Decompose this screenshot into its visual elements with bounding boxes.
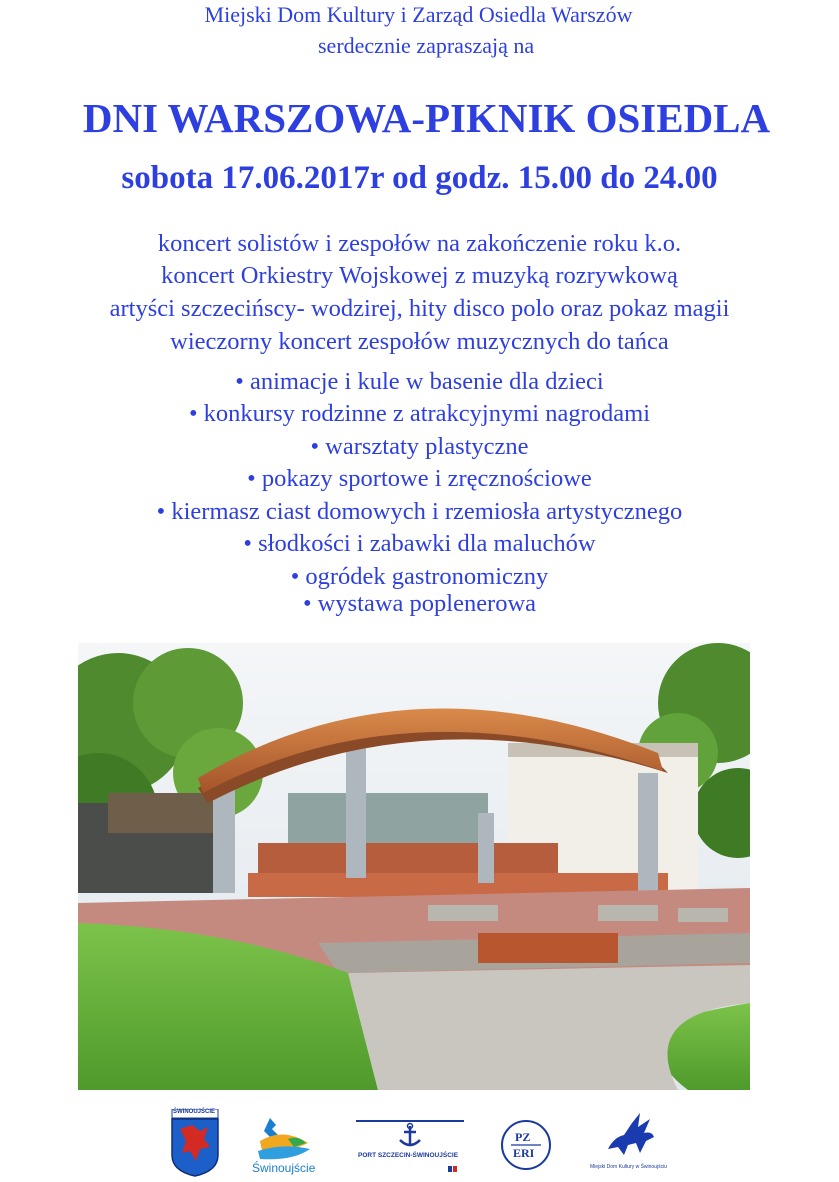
crest-label: ŚWINOUJŚCIE xyxy=(173,1109,216,1115)
flag-blue-mark xyxy=(448,1166,452,1172)
attraction-item: • animacje i kule w basenie dla dzieci xyxy=(235,368,604,395)
city-logo-text: Świnoujście xyxy=(252,1161,316,1175)
attraction-item: • warsztaty plastyczne xyxy=(310,433,529,460)
pzeri-top-text: PZ xyxy=(515,1130,531,1144)
event-title: DNI WARSZOWA-PIKNIK OSIEDLA xyxy=(82,95,771,141)
attraction-item: • ogródek gastronomiczny xyxy=(290,563,549,590)
attraction-item: • pokazy sportowe i zręcznościowe xyxy=(247,465,592,492)
program-item: wieczorny koncert zespołów muzycznych do tańca xyxy=(170,328,669,355)
port-logo xyxy=(356,1120,464,1176)
flag-red-mark xyxy=(453,1166,457,1172)
attraction-item: • konkursy rodzinne z atrakcyjnymi nagrodami xyxy=(188,400,650,427)
port-logo-text: PORT SZCZECIN-ŚWINOUJŚCIE xyxy=(358,1152,459,1159)
mdk-logo-text: Miejski Dom Kultury w Świnoujściu xyxy=(590,1164,667,1170)
organizers-line: Miejski Dom Kultury i Zarząd Osiedla Warszów xyxy=(204,2,633,27)
program-item: koncert solistów i zespołów na zakończenie roku k.o. xyxy=(157,230,682,257)
city-crest-logo xyxy=(170,1109,220,1177)
sponsor-logos xyxy=(0,1095,839,1181)
attraction-item: • słodkości i zabawki dla maluchów xyxy=(243,530,596,557)
pzeri-logo xyxy=(500,1119,552,1171)
pzeri-bottom-text: ERI xyxy=(513,1146,535,1160)
event-date: sobota 17.06.2017r od godz. 15.00 do 24.00 xyxy=(121,160,718,196)
attraction-item: • wystawa poplenerowa xyxy=(302,590,537,617)
attraction-item: • kiermasz ciast domowych i rzemiosła artystycznego xyxy=(156,498,683,525)
program-item: artyści szczecińscy- wodzirej, hity disco polo oraz pokaz magii xyxy=(109,295,730,322)
program-item: koncert Orkiestry Wojskowej z muzyką rozrywkową xyxy=(161,262,678,289)
stage-photo xyxy=(78,643,750,1090)
swinoujscie-logo xyxy=(248,1113,323,1179)
mdk-logo xyxy=(588,1109,678,1175)
invite-line: serdecznie zapraszają na xyxy=(318,33,535,58)
